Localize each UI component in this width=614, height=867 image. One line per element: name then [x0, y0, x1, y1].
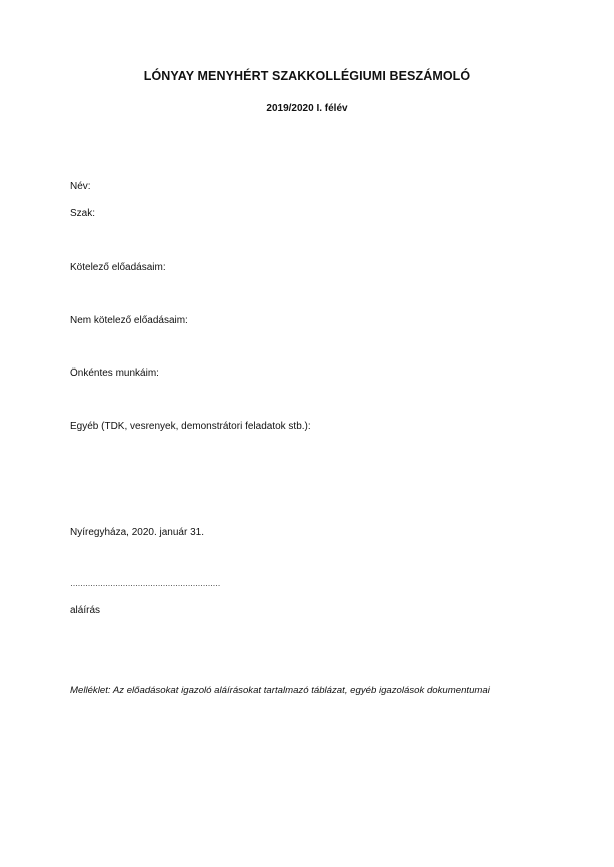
other-activities-label: Egyéb (TDK, vesrenyek, demonstrátori feladatok stb.): — [70, 421, 311, 432]
major-label: Szak: — [70, 208, 96, 219]
document-subtitle: 2019/2020 I. félév — [266, 103, 348, 114]
optional-lectures-label: Nem kötelező előadásaim: — [70, 315, 188, 326]
signature-line: …………………………………………………… — [70, 579, 220, 588]
place-date: Nyíregyháza, 2020. január 31. — [70, 527, 204, 538]
signature-label: aláírás — [70, 605, 101, 616]
mandatory-lectures-label: Kötelező előadásaim: — [70, 262, 166, 273]
attachment-note: Melléklet: Az előadásokat igazoló aláírásokat tartalmazó táblázat, egyéb igazolások dokumentumai — [70, 685, 490, 696]
name-label: Név: — [70, 181, 91, 192]
document-title: LÓNYAY MENYHÉRT SZAKKOLLÉGIUMI BESZÁMOLÓ — [143, 69, 471, 83]
volunteer-work-label: Önkéntes munkáim: — [70, 368, 159, 379]
